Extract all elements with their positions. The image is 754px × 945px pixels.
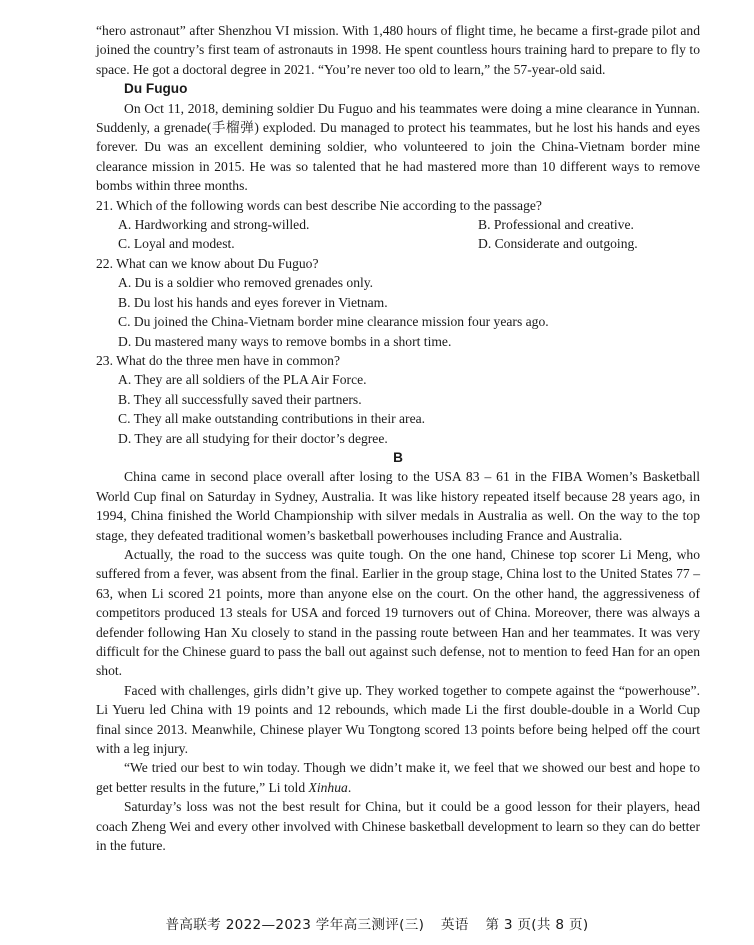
page-footer [0,913,754,933]
exam-page [96,21,700,855]
passage-b-paragraph-3: Faced with challenges, girls didn’t give up. They worked together to compete against the “powerhouse”. Li Yueru led China with 19 points and 12 rebounds, which made Li the first double-double in a World Cup final since 2013. Meanwhile, Chinese player Wu Tongtong scored 13 points before being helped off the court with a leg injury. [96,682,700,757]
du-text-2: ) exploded. Du managed to protect his teammates, but he lost his hands and eyes forever. Du was an excellent demining soldier, who volunteered to join the China-Vietnam border mine clearance mission in 2015. He was so talented that he had mastered more than 10 different ways to remove bombs within three months. [96,120,701,194]
option-a: A. Hardworking and strong-willed. [118,217,310,233]
section-b-title: B [393,449,403,465]
quote-end: . [347,779,352,795]
footer-exam-name: 普高联考 2022—2023 学年高三测评(三) [165,917,425,933]
passage-b-paragraph-2: Actually, the road to the success was quite tough. On the one hand, Chinese top scorer Li Meng, who suffered from a fever, was absent from the final. Earlier in the group stage, China lost to the United States 77 – 63, when Li scored 21 points, more than anyone else on the court. On the other hand, the aggressiveness of competitors produced 13 steals for USA and forced 19 turnovers out of China. Moreover, there was always a defender following Han Xu closely to stand in the passing route between Han and her teammates. It was very difficult for the Chinese guard to pass the ball out against such defense, not to mention to feed Han for an open shot. [96,546,700,679]
option-d: D. Considerate and outgoing. [478,236,638,252]
du-chinese-gloss: 手榴弹 [211,120,255,136]
du-fuguo-heading: Du Fuguo [124,81,188,97]
question-21 [96,196,700,254]
question-22 [96,254,700,351]
passage-b-paragraph-4 [96,758,700,797]
footer-subject: 英语 [440,917,469,933]
quote-source: Xinhua [308,779,348,795]
option-c: C. Du joined the China-Vietnam border mine clearance mission four years ago. [118,314,549,330]
quote-text: “We tried our best to win today. Though we didn’t make it, we feel that we showed our best and hope to get better results in the future,” Li told [96,760,700,795]
option-a: A. Du is a soldier who removed grenades only. [118,275,374,291]
option-c: C. Loyal and modest. [118,236,235,252]
option-b: B. They all successfully saved their partners. [118,391,362,407]
question-stem: 22. What can we know about Du Fuguo? [96,255,319,271]
passage-b-paragraph-1: China came in second place overall after losing to the USA 83 – 61 in the FIBA Women’s Basketball World Cup final on Saturday in Sydney, Australia. It was like history repeated itself because 28 years ago, in 1994, China finished the World Championship with silver medals in Australia as well. On the way to the top stage, they defeated traditional women’s basketball powerhouses including France and Australia. [96,469,700,543]
question-stem: 21. Which of the following words can best describe Nie according to the passage? [96,197,542,213]
du-text-1: On Oct 11, 2018, demining soldier Du Fuguo and his teammates were doing a mine clearance in Yunnan. Suddenly, a grenade( [96,100,700,136]
passage-a-intro: “hero astronaut” after Shenzhou VI mission. With 1,480 hours of flight time, he became a first-grade pilot and joined the country’s first team of astronauts in 1998. He spent countless hours training hard to prepare to fly to space. He got a doctoral degree in 2021. “You’re never too old to learn,” the 57-year-old said. [96,23,700,77]
passage-b-paragraph-5: Saturday’s loss was not the best result for China, but it could be a good lesson for their players, head coach Zheng Wei and every other involved with Chinese basketball development to learn so they can do better in the future. [96,799,700,854]
option-a: A. They are all soldiers of the PLA Air Force. [118,372,367,388]
option-d: D. Du mastered many ways to remove bombs in a short time. [118,333,452,349]
question-stem: 23. What do the three men have in common? [96,352,340,368]
option-b: B. Professional and creative. [478,217,634,233]
footer-page-number: 第 3 页(共 8 页) [485,917,589,933]
option-d: D. They are all studying for their doctor’s degree. [118,430,388,446]
question-23 [96,351,700,448]
du-fuguo-paragraph [96,99,700,196]
option-b: B. Du lost his hands and eyes forever in Vietnam. [118,294,388,310]
option-c: C. They all make outstanding contributions in their area. [118,411,426,427]
